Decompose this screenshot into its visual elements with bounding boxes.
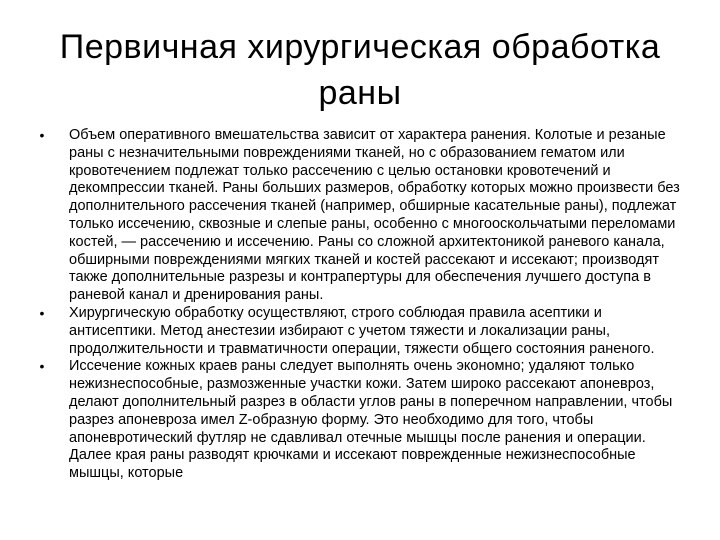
bullet-item — [36, 305, 686, 358]
bullet-item — [36, 358, 686, 483]
bullet-list — [36, 127, 686, 483]
bullet-dot-icon: • — [39, 127, 45, 143]
bullet-dot-icon: • — [39, 304, 45, 321]
bullet-text: Объем оперативного вмешательства зависит от характера ранения. Колотые и резаные раны с незначительными повреждениями тканей, но с образованием гематом или кровотечением подлежат только рассечению с целью остановки кровотечений и декомпрессии тканей. Раны больших размеров, обработку которых можно произвести без дополнительного рассечения тканей (например, обширные касательные раны), подлежат только иссечению, сквозные и слепые раны, особенно с многооскольчатыми переломами костей, — рассечению и иссечению. Раны со сложной архитектоникой раневого канала, обширными повреждениями мягких тканей и костей рассекают и иссекают; производят также дополнительные разрезы и контрапертуры для обеспечения лучшего доступа в раневой канал и дренирования раны. — [69, 127, 680, 304]
bullet-text: Иссечение кожных краев раны следует выполнять очень экономно; удаляют только нежизнеспособные, размозженные участки кожи. Затем широко рассекают апоневроз, делают дополнительный разрез в области углов раны в поперечном направлении, чтобы разрез апоневроза имел Z-образную форму. Это необходимо для того, чтобы апоневротический футляр не сдавливал отечные мышцы после ранения и операции. Далее края раны разводят крючками и иссекают поврежденные нежизнеспособные мышцы, которые — [69, 358, 673, 482]
bullet-text: Хирургическую обработку осуществляют, строго соблюдая правила асептики и антисептики. Метод анестезии избирают с учетом тяжести и локализации раны, продолжительности и травматичности операции, тяжести общего состояния раненого. — [69, 304, 655, 357]
slide-title: Первичная хирургическая обработка раны — [59, 28, 661, 112]
bullet-dot-icon: • — [39, 358, 45, 375]
bullet-item — [36, 127, 686, 305]
